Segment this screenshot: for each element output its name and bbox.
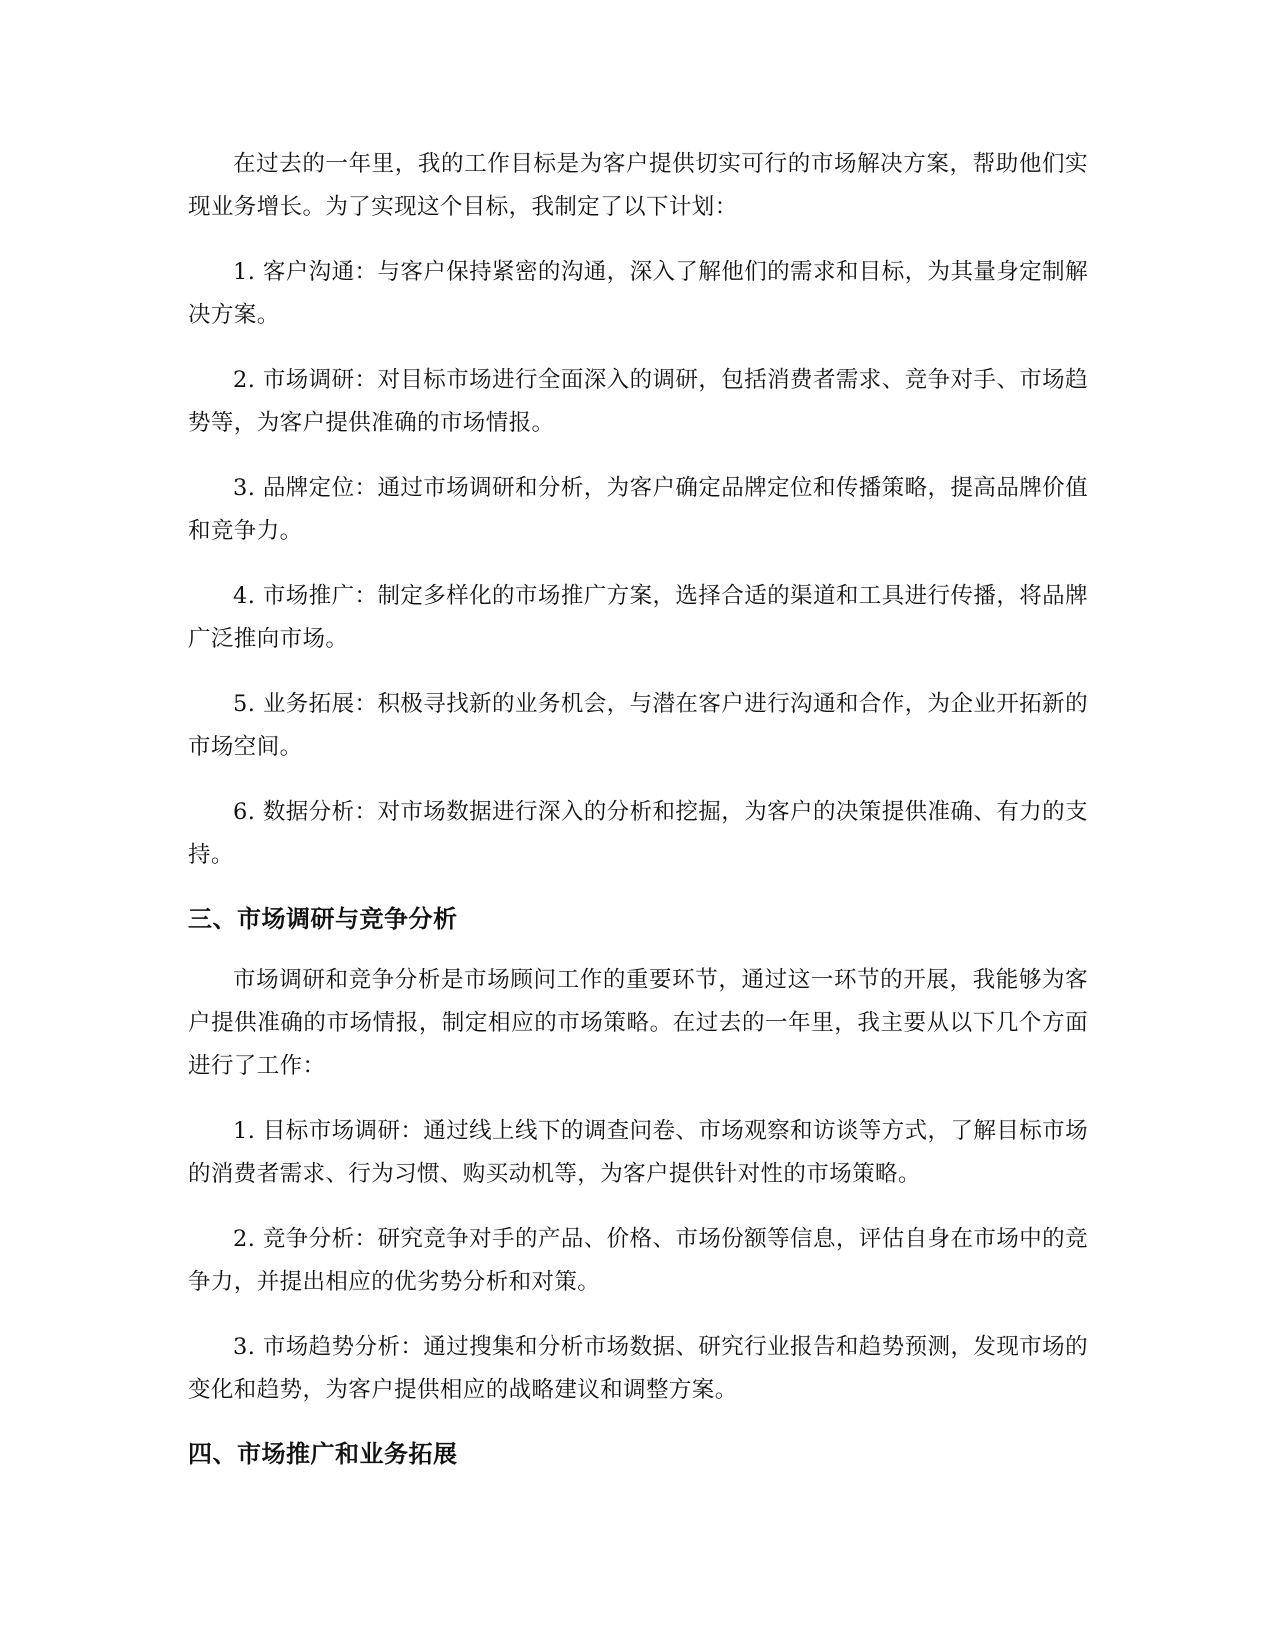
intro-paragraph: 在过去的一年里，我的工作目标是为客户提供切实可行的市场解决方案，帮助他们实现业务增长。为了实现这个目标，我制定了以下计划： bbox=[188, 151, 1088, 220]
plan-item: 3. 品牌定位：通过市场调研和分析，为客户确定品牌定位和传播策略，提高品牌价值和竞争力。 bbox=[188, 475, 1088, 544]
section3-item: 1. 目标市场调研：通过线上线下的调查问卷、市场观察和访谈等方式，了解目标市场的消费者需求、行为习惯、购买动机等，为客户提供针对性的市场策略。 bbox=[188, 1118, 1088, 1187]
plan-item: 6. 数据分析：对市场数据进行深入的分析和挖掘，为客户的决策提供准确、有力的支持。 bbox=[188, 799, 1088, 868]
section-heading-market-research: 三、市场调研与竞争分析 bbox=[188, 905, 458, 933]
section3-item: 2. 竞争分析：研究竞争对手的产品、价格、市场份额等信息，评估自身在市场中的竞争力，并提出相应的优劣势分析和对策。 bbox=[188, 1226, 1088, 1295]
section-heading-marketing-expansion: 四、市场推广和业务拓展 bbox=[188, 1440, 458, 1468]
plan-item: 2. 市场调研：对目标市场进行全面深入的调研，包括消费者需求、竞争对手、市场趋势等，为客户提供准确的市场情报。 bbox=[188, 367, 1088, 436]
section3-intro-paragraph: 市场调研和竞争分析是市场顾问工作的重要环节，通过这一环节的开展，我能够为客户提供准确的市场情报，制定相应的市场策略。在过去的一年里，我主要从以下几个方面进行了工作： bbox=[188, 967, 1088, 1079]
plan-item: 4. 市场推广：制定多样化的市场推广方案，选择合适的渠道和工具进行传播，将品牌广泛推向市场。 bbox=[188, 583, 1088, 652]
section3-item: 3. 市场趋势分析：通过搜集和分析市场数据、研究行业报告和趋势预测，发现市场的变化和趋势，为客户提供相应的战略建议和调整方案。 bbox=[188, 1334, 1088, 1403]
plan-item: 1. 客户沟通：与客户保持紧密的沟通，深入了解他们的需求和目标，为其量身定制解决方案。 bbox=[188, 259, 1088, 328]
plan-item: 5. 业务拓展：积极寻找新的业务机会，与潜在客户进行沟通和合作，为企业开拓新的市场空间。 bbox=[188, 691, 1088, 760]
document-body bbox=[188, 143, 1088, 1494]
